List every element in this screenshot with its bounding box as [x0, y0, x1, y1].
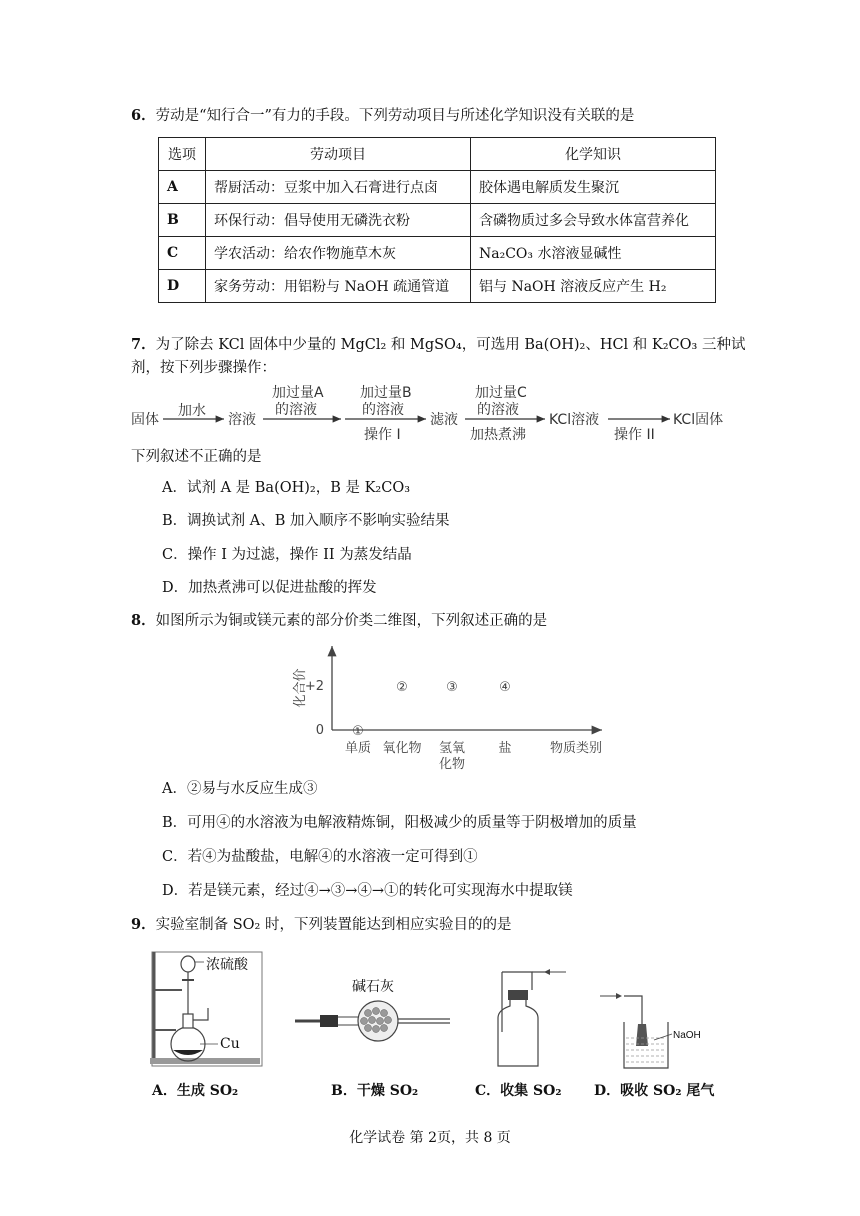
q7-option-c: C．操作 I 为过滤，操作 II 为蒸发结晶: [162, 547, 412, 563]
x-tick-label: 氧化物: [382, 741, 422, 756]
label-conc-sulfuric-acid: 浓硫酸: [206, 957, 248, 973]
row-chem: 含磷物质过多会导致水体富营养化: [471, 204, 716, 237]
row-chem: 胶体遇电解质发生聚沉: [471, 171, 716, 204]
x-tick-label: 盐: [498, 741, 512, 756]
y-tick-label: 0: [315, 723, 324, 738]
q8-option-c: C．若④为盐酸盐，电解④的水溶液一定可得到①: [162, 849, 478, 865]
data-point: ④: [499, 680, 511, 695]
apparatus-b-drying-tube: [290, 995, 460, 1045]
header-labor: 劳动项目: [206, 138, 471, 171]
x-tick-label: 化物: [438, 757, 466, 772]
row-option: D: [159, 270, 206, 303]
flow-label-water: 加水: [178, 403, 206, 419]
data-point: ②: [396, 680, 408, 695]
q6-stem: 6．劳动是“知行合一”有力的手段。下列劳动项目与所述化学知识没有关联的是: [131, 107, 635, 124]
row-chem: 铝与 NaOH 溶液反应产生 H₂: [471, 270, 716, 303]
row-labor: 帮厨活动：豆浆中加入石膏进行点卤: [206, 171, 471, 204]
valence-class-chart: [290, 636, 610, 782]
flow-node-kcl-solid: KCl固体: [673, 412, 724, 428]
flow-node-solution: 溶液: [228, 412, 256, 428]
page-footer: 化学试卷 第 2页，共 8 页: [349, 1130, 511, 1146]
q7-prompt: 下列叙述不正确的是: [131, 449, 262, 465]
data-point: ③: [446, 680, 458, 695]
q9-option-c: C．收集 SO₂: [475, 1083, 562, 1099]
flow-label-add-b-2: 的溶液: [362, 402, 404, 418]
q8-stem: 8．如图所示为铜或镁元素的部分价类二维图，下列叙述正确的是: [131, 612, 548, 629]
flow-label-add-b-1: 加过量B: [360, 385, 412, 401]
row-option: B: [159, 204, 206, 237]
flow-label-add-c-1: 加过量C: [475, 385, 527, 401]
flow-label-op-1: 操作 I: [364, 427, 401, 443]
x-axis-label: 物质类别: [550, 741, 603, 756]
q7-option-b: B．调换试剂 A、B 加入顺序不影响实验结果: [162, 513, 450, 529]
y-tick-label: +2: [304, 679, 324, 694]
row-labor: 学农活动：给农作物施草木灰: [206, 237, 471, 270]
flow-node-filtrate: 滤液: [430, 412, 458, 428]
label-copper: Cu: [220, 1036, 240, 1052]
q7-stem-line2: 剂，按下列步骤操作：: [131, 360, 276, 376]
q8-option-d: D．若是镁元素，经过④→③→④→①的转化可实现海水中提取镁: [162, 883, 573, 899]
x-tick-label: 单质: [344, 741, 372, 756]
q9-stem: 9．实验室制备 SO₂ 时，下列装置能达到相应实验目的的是: [131, 916, 512, 933]
label-naoh: NaOH: [673, 1030, 701, 1041]
flow-arrows: [0, 0, 860, 460]
flow-label-add-a-1: 加过量A: [272, 385, 324, 401]
q9-option-b: B．干燥 SO₂: [331, 1083, 419, 1099]
x-tick-label: 氢氧: [438, 741, 466, 756]
row-option: C: [159, 237, 206, 270]
apparatus-c-gas-bottle: [488, 962, 578, 1072]
q9-option-d: D．吸收 SO₂ 尾气: [594, 1083, 715, 1099]
q8-option-b: B．可用④的水溶液为电解液精炼铜，阳极减少的质量等于阴极增加的质量: [162, 815, 637, 831]
flow-label-boil: 加热煮沸: [470, 427, 526, 443]
label-soda-lime: 碱石灰: [352, 979, 394, 995]
flow-label-op-2: 操作 II: [614, 427, 655, 443]
header-option: 选项: [159, 138, 206, 171]
row-chem: Na₂CO₃ 水溶液显碱性: [471, 237, 716, 270]
q7-option-d: D．加热煮沸可以促进盐酸的挥发: [162, 580, 377, 596]
q7-stem-line1: 7．为了除去 KCl 固体中少量的 MgCl₂ 和 MgSO₄，可选用 Ba(OH)₂、HCl 和 K₂CO₃ 三种试: [131, 336, 746, 353]
q9-option-a: A．生成 SO₂: [152, 1083, 239, 1099]
flow-node-kcl-solution: KCl溶液: [549, 412, 600, 428]
row-labor: 家务劳动：用铝粉与 NaOH 疏通管道: [206, 270, 471, 303]
flow-node-solid: 固体: [131, 412, 159, 428]
flow-label-add-a-2: 的溶液: [275, 402, 317, 418]
row-option: A: [159, 171, 206, 204]
flow-label-add-c-2: 的溶液: [477, 402, 519, 418]
header-chem: 化学知识: [471, 138, 716, 171]
q8-option-a: A．②易与水反应生成③: [162, 781, 318, 797]
data-point: ①: [352, 724, 364, 739]
q7-option-a: A．试剂 A 是 Ba(OH)₂，B 是 K₂CO₃: [162, 480, 411, 496]
y-axis-label: 化合价: [293, 668, 308, 708]
row-labor: 环保行动：倡导使用无磷洗衣粉: [206, 204, 471, 237]
